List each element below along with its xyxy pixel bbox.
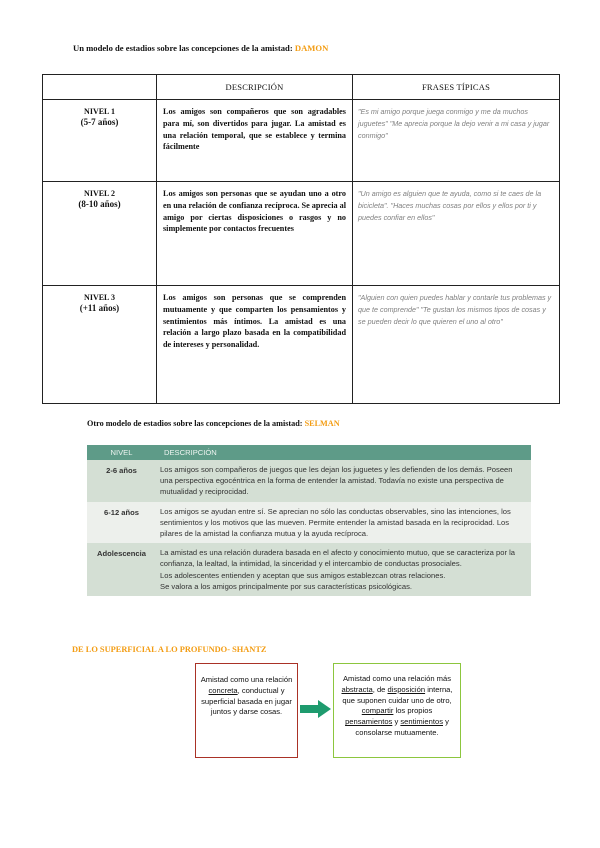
selman-row: [87, 543, 531, 596]
damon-row: [43, 286, 560, 404]
damon-level-cell: [43, 182, 157, 286]
box-text: Amistad como una relación: [200, 675, 293, 684]
profound-box: [333, 663, 461, 758]
box-underlined-term: pensamientos: [345, 717, 393, 727]
box-text: los propios: [393, 706, 433, 716]
selman-author: SELMAN: [304, 419, 340, 428]
damon-level: NIVEL 1: [84, 107, 115, 116]
selman-description-line: Los adolescentes entienden y aceptan que sus amigos establezcan otras relaciones.: [160, 570, 446, 580]
selman-description: [156, 543, 531, 596]
damon-header-phrases: FRASES TÍPICAS: [353, 75, 560, 100]
box-text: y: [392, 717, 401, 727]
damon-row: [43, 100, 560, 182]
selman-description: [156, 502, 531, 544]
selman-header-level: NIVEL: [87, 445, 156, 460]
damon-phrases: "Un amigo es alguien que te ayuda, como si te caes de la bicicleta". "Haces muchas cosas por ellos y ellos por ti y puedes confiar en ellos": [353, 182, 560, 286]
selman-header-row: [87, 445, 531, 460]
damon-phrases: "Alguien con quien puedes hablar y contarle tus problemas y que te comprende" "Te gustan los mismos tipos de cosas y se pueden decir lo que quieren el uno al otro": [353, 286, 560, 404]
damon-ages: (+11 años): [79, 303, 120, 313]
damon-header-row: [43, 75, 560, 100]
damon-row: [43, 182, 560, 286]
selman-level: 2-6 años: [87, 460, 156, 502]
damon-description: Los amigos son compañeros que son agradables para mí, son divertidos para jugar. La amistad es una relación temporal, que se establece y termina fácilmente: [157, 100, 353, 182]
selman-description: [156, 460, 531, 502]
selman-title: [87, 419, 340, 428]
selman-description-line: Los amigos son compañeros de juegos que les dejan los juguetes y les defienden de los demás. Poseen una perspectiva egocéntrica en la forma de entender la amistad. Todavía no existe una perspectiva de mutualidad y reciprocidad.: [160, 465, 513, 497]
selman-table: [87, 445, 531, 596]
box-underlined-term: concreta: [208, 685, 238, 695]
damon-ages: (8-10 años): [78, 199, 121, 209]
damon-title-text: Un modelo de estadios sobre las concepciones de la amistad:: [73, 43, 295, 53]
damon-phrases: "Es mi amigo porque juega conmigo y me da muchos juguetes" "Me aprecia porque la dejo venir a mi casa y jugar conmigo": [353, 100, 560, 182]
selman-level: Adolescencia: [87, 543, 156, 596]
damon-header-level: [43, 75, 157, 100]
damon-level-cell: [43, 286, 157, 404]
selman-description-line: Se valora a los amigos principalmente por sus características psicológicas.: [160, 581, 412, 591]
selman-description-line: La amistad es una relación duradera basada en el afecto y conocimiento mutuo, que se caracteriza por la confianza, la lealtad, la intimidad, la sinceridad y el intercambio de conductas prosociales.: [160, 548, 516, 569]
shantz-title: DE LO SUPERFICIAL A LO PROFUNDO- SHANTZ: [72, 645, 267, 654]
box-text: Amistad como una relación más: [342, 674, 452, 683]
box-underlined-term: compartir: [361, 706, 394, 716]
damon-level: NIVEL 2: [84, 189, 115, 198]
box-underlined-term: sentimientos: [400, 717, 444, 727]
superficial-box: [195, 663, 298, 758]
selman-row: [87, 460, 531, 502]
damon-author: DAMON: [294, 43, 329, 53]
box-text: , conductual y superficial basada en jugar juntos y darse cosas.: [201, 685, 292, 717]
box-text: interna, que suponen cuidar uno de otro,: [342, 684, 453, 705]
damon-table: [42, 74, 560, 404]
damon-level-cell: [43, 100, 157, 182]
box-text: , de: [372, 684, 388, 694]
damon-header-description: DESCRIPCIÓN: [157, 75, 353, 100]
selman-level: 6-12 años: [87, 502, 156, 544]
selman-row: [87, 502, 531, 544]
box-underlined-term: disposición: [387, 684, 426, 694]
damon-description: Los amigos son personas que se comprenden mutuamente y que comparten los pensamientos y sentimientos más íntimos. La amistad es una relación a largo plazo basada en la compatibilidad de intereses y personalidad.: [157, 286, 353, 404]
box-underlined-term: abstracta: [341, 684, 373, 694]
right-arrow-icon: [300, 700, 332, 718]
box-text: y consolarse mutuamente.: [355, 717, 449, 737]
damon-level: NIVEL 3: [84, 293, 115, 302]
damon-ages: (5-7 años): [80, 117, 119, 127]
selman-header-description: DESCRIPCIÓN: [156, 445, 531, 460]
damon-description: Los amigos son personas que se ayudan uno a otro en una relación de confianza recíproca. Se aprecia al amigo por ciertas disposiciones o rasgos y no simplemente por contactos frecuentes: [157, 182, 353, 286]
selman-description-line: Los amigos se ayudan entre sí. Se aprecian no sólo las conductas observables, sino las intenciones, los sentimientos y los motivos que las mueven. Permite entender la amistad basada en la reciprocidad. Los pilares de la amistad la confianza mutua y la ayuda recíproca.: [160, 506, 511, 539]
damon-title: [73, 43, 328, 53]
selman-title-text: Otro modelo de estadios sobre las concepciones de la amistad:: [87, 419, 305, 428]
